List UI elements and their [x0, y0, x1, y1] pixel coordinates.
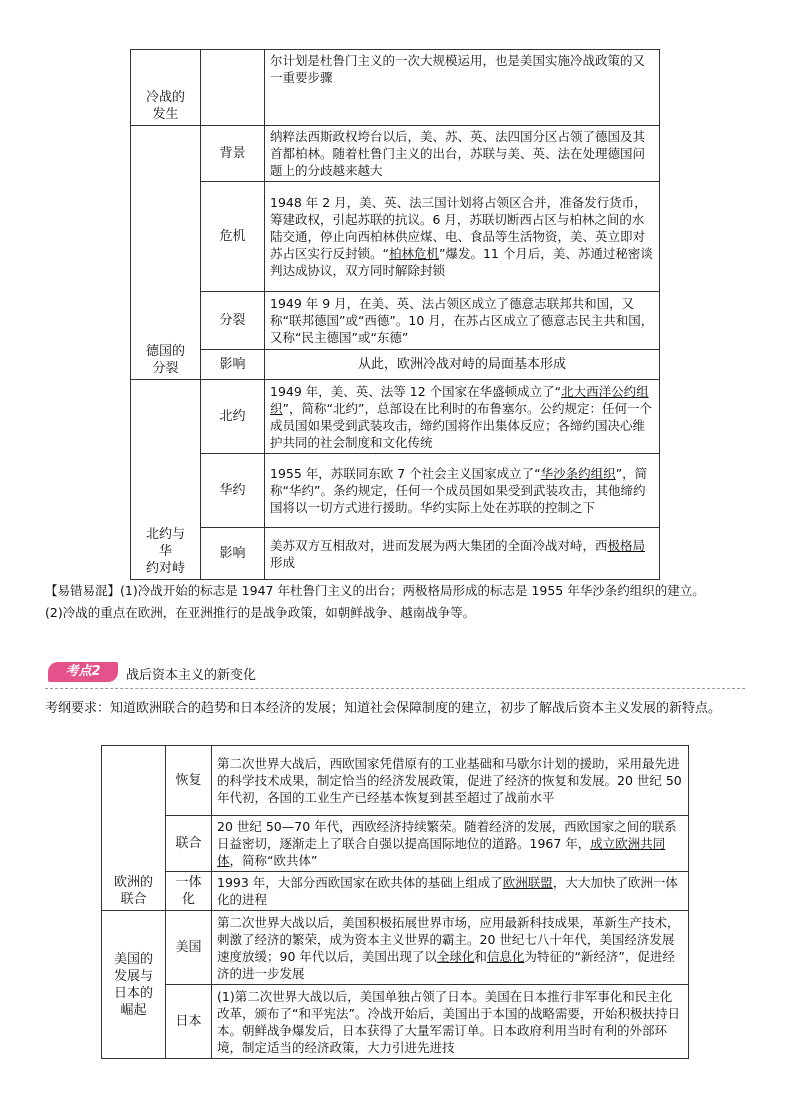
- error-prone-note: [45, 580, 745, 624]
- category-germany-division: 德国的 分裂: [131, 126, 201, 380]
- category-europe-union: 欧洲的 联合: [102, 746, 166, 911]
- category-us-japan: 美国的 发展与 日本的 崛起: [102, 911, 166, 1059]
- union-label: 联合: [166, 816, 212, 872]
- impact-text-1: 从此，欧洲冷战对峙的局面基本形成: [265, 350, 660, 380]
- impact-label-2: 影响: [201, 528, 265, 580]
- note-line-1: 【易错易混】(1)冷战开始的标志是 1947 年杜鲁门主义的出台；两极格局形成的标志是 1955 年华沙条约组织的建立。: [45, 583, 705, 598]
- impact-text-2: 美苏双方互相敌对，进而发展为两大集团的全面冷战对峙，西极格局形成: [265, 528, 660, 580]
- section-title: 战后资本主义的新变化: [126, 668, 257, 683]
- recovery-label: 恢复: [166, 746, 212, 816]
- category-nato-warsaw: 北约与 华 约对峙: [131, 380, 201, 580]
- category-cold-war-origin: 冷战的 发生: [131, 50, 201, 126]
- eu-term: 欧洲联盟: [502, 875, 553, 890]
- berlin-crisis-term: 柏林危机: [388, 246, 439, 261]
- note-line-2: (2)冷战的重点在欧洲，在亚洲推行的是战争政策，如朝鲜战争、越南战争等。: [45, 605, 476, 620]
- recovery-text: 第二次世界大战后，西欧国家凭借原有的工业基础和马歇尔计划的援助，采用最先进的科学技术成果，制定恰当的经济发展政策，促进了经济的恢复和发展。20 世纪 50 年代初，各国的工业生产已经基本恢复到甚至超过了战前水平: [212, 746, 689, 816]
- exam-requirement: 考纲要求：知道欧洲联合的趋势和日本经济的发展；知道社会保障制度的建立，初步了解战后资本主义发展的新特点。: [45, 701, 722, 716]
- division-label: 分裂: [201, 292, 265, 350]
- integration-text: 1993 年，大部分西欧国家在欧共体的基础上组成了欧洲联盟，大大加快了欧洲一体化的进程: [212, 872, 689, 911]
- marshall-plan-text: 尔计划是杜鲁门主义的一次大规模运用，也是美国实施冷战政策的又一重要步骤: [265, 50, 660, 126]
- section-divider: [45, 688, 745, 689]
- crisis-label: 危机: [201, 182, 265, 292]
- background-text: 纳粹法西斯政权垮台以后，美、苏、英、法四国分区占领了德国及其首都柏林。随着杜鲁门主义的出台，苏联与美、英、法在处理德国问题上的分歧越来越大: [265, 126, 660, 182]
- usa-text: 第二次世界大战以后，美国积极拓展世界市场，应用最新科技成果，革新生产技术，刺激了经济的繁荣，成为资本主义世界的霸主。20 世纪七八十年代，美国经济发展速度放缓；90 年代以后，美国出现了以全球化和信息化为特征的“新经济”，促进经济的进一步发展: [212, 911, 689, 985]
- section-badge: 考点2: [48, 662, 118, 682]
- crisis-text: 1948 年 2 月，美、英、法三国计划将占领区合并，准备发行货币，筹建政权，引起苏联的抗议。6 月，苏联切断西占区与柏林之间的水陆交通，停止向西柏林供应煤、电、食品等生活物资，美、英立即对苏占区实行反封锁。“柏林危机”爆发。11 个月后，美、苏通过秘密谈判达成协议，双方同时解除封锁: [265, 182, 660, 292]
- warsaw-label: 华约: [201, 454, 265, 528]
- japan-label: 日本: [166, 985, 212, 1059]
- union-text: 20 世纪 50—70 年代，西欧经济持续繁荣。随着经济的发展，西欧国家之间的联系日益密切，逐渐走上了联合自强以提高国际地位的道路。1967 年，成立欧洲共同体，简称“欧共体”: [212, 816, 689, 872]
- impact-label-1: 影响: [201, 350, 265, 380]
- globalization-term: 全球化: [436, 948, 475, 964]
- ec-term: 成立欧洲共同体: [217, 836, 666, 868]
- cold-war-table: [130, 49, 660, 580]
- warsaw-term: 华沙条约组织: [540, 466, 616, 481]
- warsaw-text: 1955 年，苏联同东欧 7 个社会主义国家成立了“华沙条约组织”，简称“华约”。条约规定，任何一个成员国如果受到武装攻击，其他缔约国将以一切方式进行援助。华约实际上处在苏联的控制之下: [265, 454, 660, 528]
- bipolar-term: 极格局: [607, 537, 646, 553]
- usa-label: 美国: [166, 911, 212, 985]
- japan-text: (1)第二次世界大战以后，美国单独占领了日本。美国在日本推行非军事化和民主化改革，颁布了“和平宪法”。冷战开始后，美国出于本国的战略需要，开始积极扶持日本。朝鲜战争爆发后，日本获得了大量军需订单。日本政府利用当时有利的外部环境，制定适当的经济政策，大力引进先进技: [212, 985, 689, 1059]
- nato-term: 北大西洋公约组织: [270, 383, 649, 416]
- informatization-term: 信息化: [486, 948, 525, 964]
- empty-subcell: [201, 50, 265, 126]
- nato-label: 北约: [201, 380, 265, 454]
- background-label: 背景: [201, 126, 265, 182]
- division-text: 1949 年 9 月，在美、英、法占领区成立了德意志联邦共和国，又称“联邦德国”或“西德”。10 月，在苏占区成立了德意志民主共和国，又称“民主德国”或“东德”: [265, 292, 660, 350]
- integration-label: 一体 化: [166, 872, 212, 911]
- capitalism-table: [101, 745, 689, 1059]
- nato-text: 1949 年，美、英、法等 12 个国家在华盛顿成立了“北大西洋公约组织”，简称“北约”，总部设在比利时的布鲁塞尔。公约规定：任何一个成员国如果受到武装攻击，缔约国将作出集体反应；各缔约国决心维护共同的社会制度和文化传统: [265, 380, 660, 454]
